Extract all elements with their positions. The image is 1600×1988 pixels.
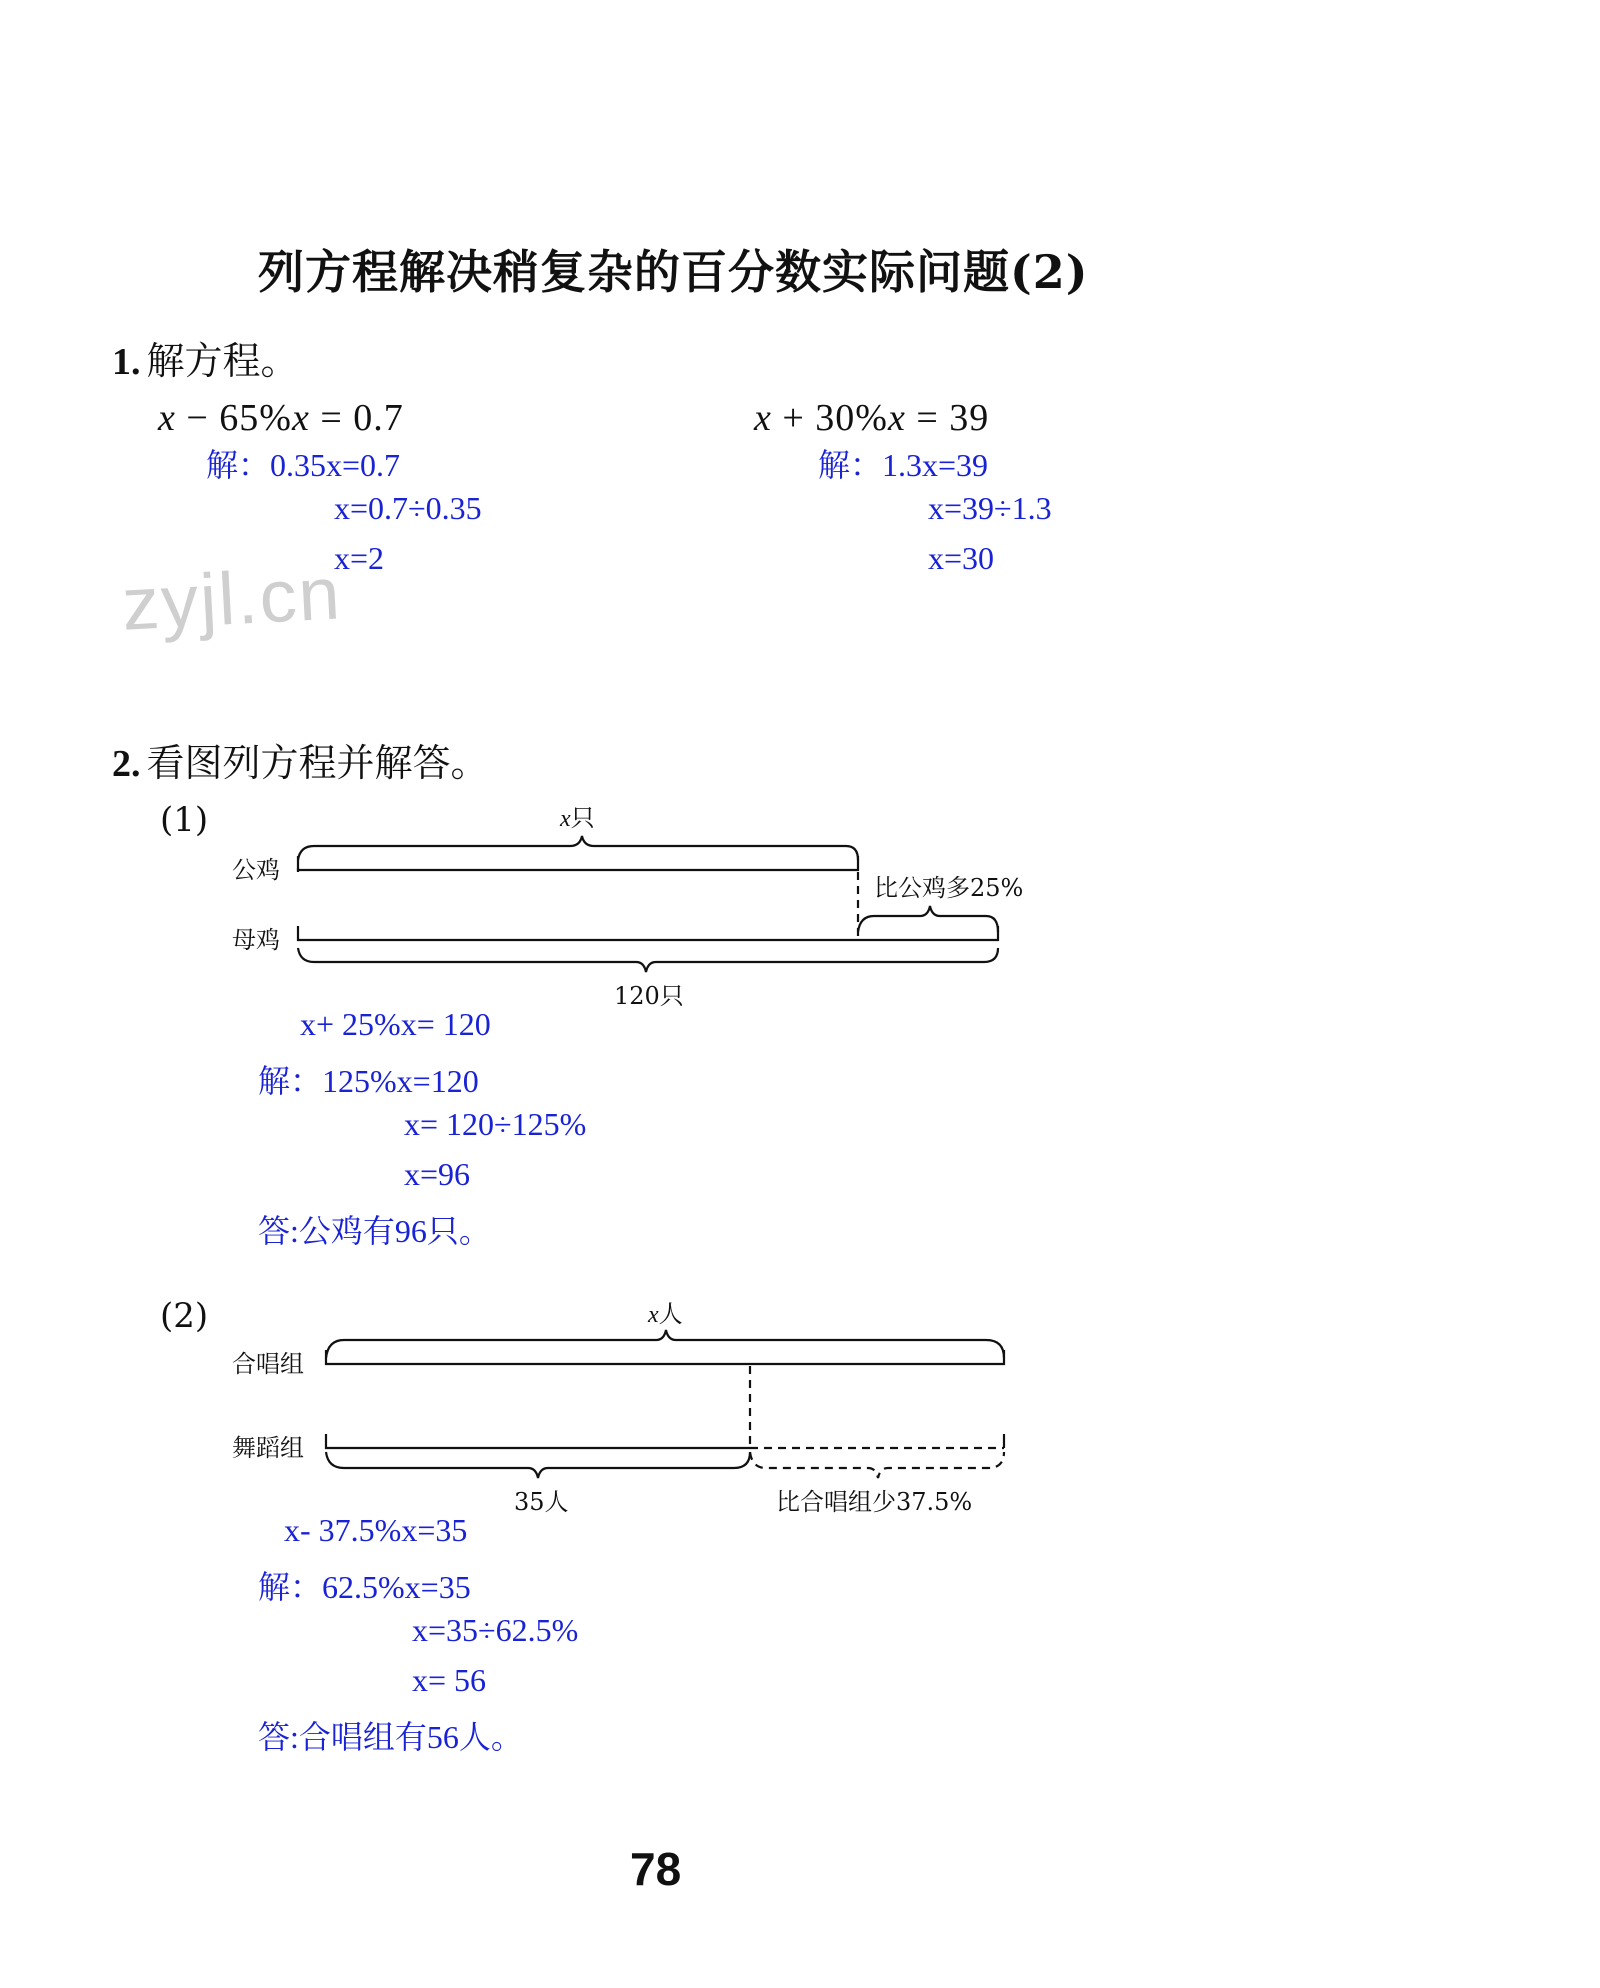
part-1-answer-line-2: 解：125%x=120 bbox=[258, 1063, 479, 1099]
part-2-answer-line-4: x= 56 bbox=[412, 1662, 487, 1698]
question-2-number: 2. bbox=[112, 743, 141, 785]
diagram-2-row-dance: 舞蹈组 bbox=[232, 1434, 304, 1462]
question-1-number: 1. bbox=[112, 341, 141, 383]
diagram-2-row-choir: 合唱组 bbox=[232, 1350, 304, 1378]
equation-left-var-2: x bbox=[291, 397, 310, 439]
equation-left-end: = 0.7 bbox=[309, 397, 404, 439]
diagram-1-top-unit: 只 bbox=[570, 804, 595, 832]
diagram-1-side-label: 比公鸡多25% bbox=[874, 874, 1024, 902]
part-1-answer-line-1: x+ 25%x= 120 bbox=[300, 1006, 491, 1042]
diagram-1-top-var: x bbox=[560, 806, 571, 832]
question-1-text: 解方程。 bbox=[146, 339, 299, 383]
equation-right-mid: + 30% bbox=[771, 397, 888, 439]
equation-left-var: x bbox=[158, 397, 176, 439]
part-1-answer-line-4: x=96 bbox=[404, 1156, 471, 1192]
part-1-label: (1) bbox=[160, 800, 209, 840]
diagram-2-bottom-right-brace bbox=[750, 1452, 1004, 1478]
answer-left-line-3: x=2 bbox=[334, 540, 385, 576]
part-2-answer-line-2: 解：62.5%x=35 bbox=[258, 1569, 471, 1605]
diagram-2-bottom-left-label: 35人 bbox=[514, 1488, 569, 1516]
diagram-1-bottom-label: 120只 bbox=[614, 982, 684, 1010]
part-1-answer-line-5: 答:公鸡有96只。 bbox=[258, 1213, 491, 1249]
diagram-1-row-hen: 母鸡 bbox=[232, 926, 280, 954]
diagram-2-top-var: x bbox=[648, 1302, 659, 1328]
part-2-answer-line-3: x=35÷62.5% bbox=[412, 1612, 579, 1648]
equation-right-var-2: x bbox=[887, 397, 906, 439]
equation-right-end: = 39 bbox=[905, 397, 990, 439]
answer-left-line-1: 解：0.35x=0.7 bbox=[206, 447, 401, 483]
page-number: 78 bbox=[630, 1843, 682, 1895]
diagram-1-row-rooster: 公鸡 bbox=[232, 856, 280, 884]
diagram-2-bottom-left-brace bbox=[326, 1452, 750, 1478]
watermark: zyjl.cn bbox=[119, 551, 344, 646]
diagram-2-choir-bar bbox=[326, 1350, 1004, 1364]
answer-left-line-2: x=0.7÷0.35 bbox=[334, 490, 482, 526]
answer-right-line-2: x=39÷1.3 bbox=[928, 490, 1052, 526]
diagram-2-top-brace bbox=[326, 1330, 1004, 1358]
equation-left-mid: − 65% bbox=[175, 397, 292, 439]
diagram-2-bottom-right-label: 比合唱组少37.5% bbox=[776, 1488, 973, 1516]
part-2-answer-line-5: 答:合唱组有56人。 bbox=[258, 1719, 523, 1755]
diagram-2-top-unit: 人 bbox=[658, 1300, 683, 1328]
part-1-answer-line-3: x= 120÷125% bbox=[404, 1106, 587, 1142]
page-title: 列方程解决稍复杂的百分数实际问题(2) bbox=[258, 245, 1089, 299]
answer-right-line-1: 解：1.3x=39 bbox=[818, 447, 989, 483]
part-2-label: (2) bbox=[160, 1296, 209, 1336]
diagram-2-dance-bar bbox=[326, 1434, 750, 1448]
part-2-answer-line-1: x- 37.5%x=35 bbox=[284, 1512, 468, 1548]
answer-right-line-3: x=30 bbox=[928, 540, 995, 576]
equation-right-var: x bbox=[754, 397, 772, 439]
question-2-text: 看图列方程并解答。 bbox=[146, 741, 489, 785]
